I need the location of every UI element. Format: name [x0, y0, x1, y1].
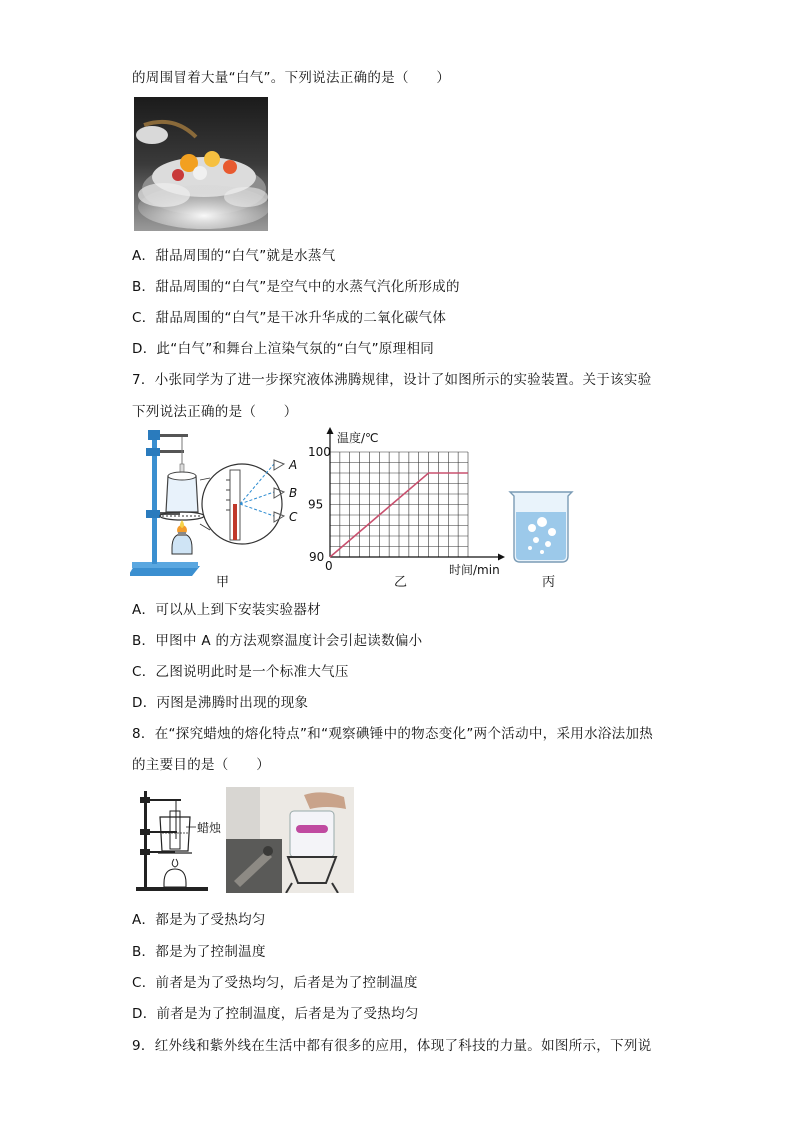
x-axis-label: 时间/min: [449, 563, 500, 577]
dessert-photo: [134, 97, 268, 231]
fig-label-jia: 甲: [216, 575, 230, 590]
candle-apparatus-figure: [130, 787, 225, 895]
chart-grid: [330, 452, 468, 557]
eye-label-b: B: [289, 486, 298, 500]
q6-option-d: D．此“白气”和舞台上渲染气氛的“白气”原理相同: [132, 341, 435, 357]
q8-stem-line1: 8．在“探究蜡烛的熔化特点”和“观察碘锤中的物态变化”两个活动中，采用水浴法加热: [132, 726, 654, 742]
q7-option-a: A．可以从上到下安装实验器材: [132, 602, 321, 618]
eye-label-c: C: [289, 510, 298, 524]
q7-stem-line1: 7．小张同学为了进一步探究液体沸腾规律，设计了如图所示的实验装置。关于该实验: [132, 372, 652, 388]
q8-option-c: C．前者是为了受热均匀，后者是为了控制温度: [132, 975, 418, 991]
origin-label: 0: [325, 559, 333, 573]
y-tick-label: 100: [308, 445, 331, 459]
x-axis-arrow: [498, 554, 505, 561]
fig-label-bing: 丙: [542, 575, 556, 590]
beaker-bing-figure: [506, 484, 576, 592]
y-axis-label: 温度/℃: [337, 431, 379, 445]
q8-option-d: D．前者是为了控制温度，后者是为了受热均匀: [132, 1006, 419, 1022]
q6-option-a: A．甜品周围的“白气”就是水蒸气: [132, 248, 336, 264]
q8-stem-line2: 的主要目的是（ ）: [132, 757, 270, 773]
q9-stem-line1: 9．红外线和紫外线在生活中都有很多的应用，体现了科技的力量。如图所示，下列说: [132, 1038, 652, 1054]
eye-label-a: A: [289, 458, 298, 472]
q7-stem-line2: 下列说法正确的是（ ）: [132, 404, 298, 420]
apparatus-jia-figure: [130, 424, 310, 592]
temperature-time-chart: [308, 424, 508, 592]
candle-label: 蜡烛: [197, 821, 222, 835]
q7-option-b: B．甲图中 A 的方法观察温度计会引起读数偏小: [132, 633, 423, 649]
y-axis-arrow: [327, 427, 334, 434]
q6-option-b: B．甜品周围的“白气”是空气中的水蒸气汽化所形成的: [132, 279, 460, 295]
fig-label-yi: 乙: [394, 575, 408, 590]
q8-option-a: A．都是为了受热均匀: [132, 912, 266, 928]
y-tick-label: 95: [308, 497, 324, 512]
q8-option-b: B．都是为了控制温度: [132, 944, 266, 960]
q6-stem-tail: 的周围冒着大量“白气”。下列说法正确的是（ ）: [132, 70, 451, 86]
q6-option-c: C．甜品周围的“白气”是干冰升华成的二氧化碳气体: [132, 310, 447, 326]
iodine-hammer-photo: [226, 787, 354, 893]
y-tick-label: 90: [309, 550, 325, 564]
q7-option-c: C．乙图说明此时是一个标准大气压: [132, 664, 349, 680]
q7-option-d: D．丙图是沸腾时出现的现象: [132, 695, 309, 711]
